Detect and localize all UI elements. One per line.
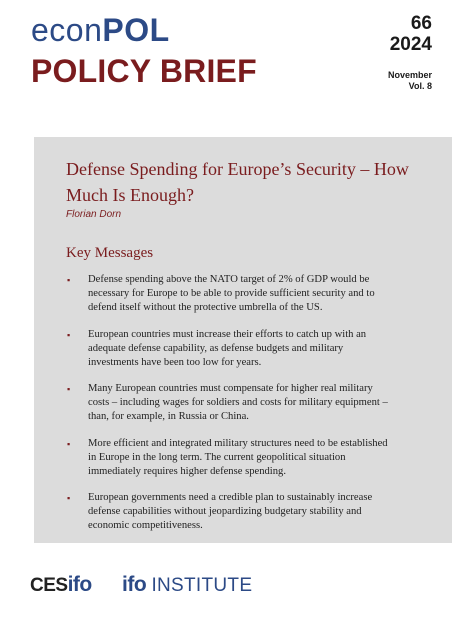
issue-info [388,14,432,92]
logo-pol-text: POL [102,12,170,48]
bullet-icon: ▪ [67,329,71,340]
list-item [66,491,396,533]
article-title: Defense Spending for Europe’s Security – How Much Is Enough? [66,159,409,205]
message-text: Many European countries must compensate for higher real military costs – including wages for soldiers and costs for military equipment – than, for example, in Russia or China. [88,383,388,422]
bullet-icon: ▪ [67,384,71,394]
issue-number: 66 [410,13,432,34]
list-item [66,382,396,424]
key-messages-heading: Key Messages [66,245,154,261]
cesifo-logo-ces: CES [30,575,68,596]
message-text: European governments need a credible plan to sustainably increase defense capabilities without jeopardizing budgetary stability and economic competitiveness. [88,492,373,531]
list-item [66,437,396,479]
bullet-icon: ▪ [67,275,71,285]
issue-volume: Vol. 8 [408,81,432,91]
cesifo-logo-ifo: ifo [67,573,92,596]
ifo-logo-ifo: ifo [122,573,147,596]
bullet-icon: ▪ [67,493,71,503]
message-text: More efficient and integrated military structures need to be established in Europe in the long term. The current geopolitical situation immediately requires higher defense spending. [88,437,388,477]
ifo-logo-institute: INSTITUTE [151,575,253,596]
ifo-institute-logo [122,572,252,599]
econpol-logo [31,12,170,48]
logo-econ-text: econ [31,12,103,48]
policy-brief-title: POLICY BRIEF [31,53,257,89]
key-messages-list [66,273,396,546]
message-text: Defense spending above the NATO target of 2% of GDP would be necessary for Europe to be able to provide sufficient security and to defend itself without the protective umbrella of the US. [88,274,375,313]
list-item [66,273,396,315]
page-footer [0,566,452,616]
issue-month: November [387,70,432,80]
cesifo-logo [30,572,92,599]
page-header [0,0,452,100]
bullet-icon: ▪ [67,438,71,449]
article-author: Florian Dorn [66,209,122,220]
issue-year: 2024 [389,34,432,55]
list-item [66,328,396,370]
message-text: European countries must increase their efforts to catch up with an adequate defense capability, as defense budgets and military investments have been too low for years. [88,328,367,368]
